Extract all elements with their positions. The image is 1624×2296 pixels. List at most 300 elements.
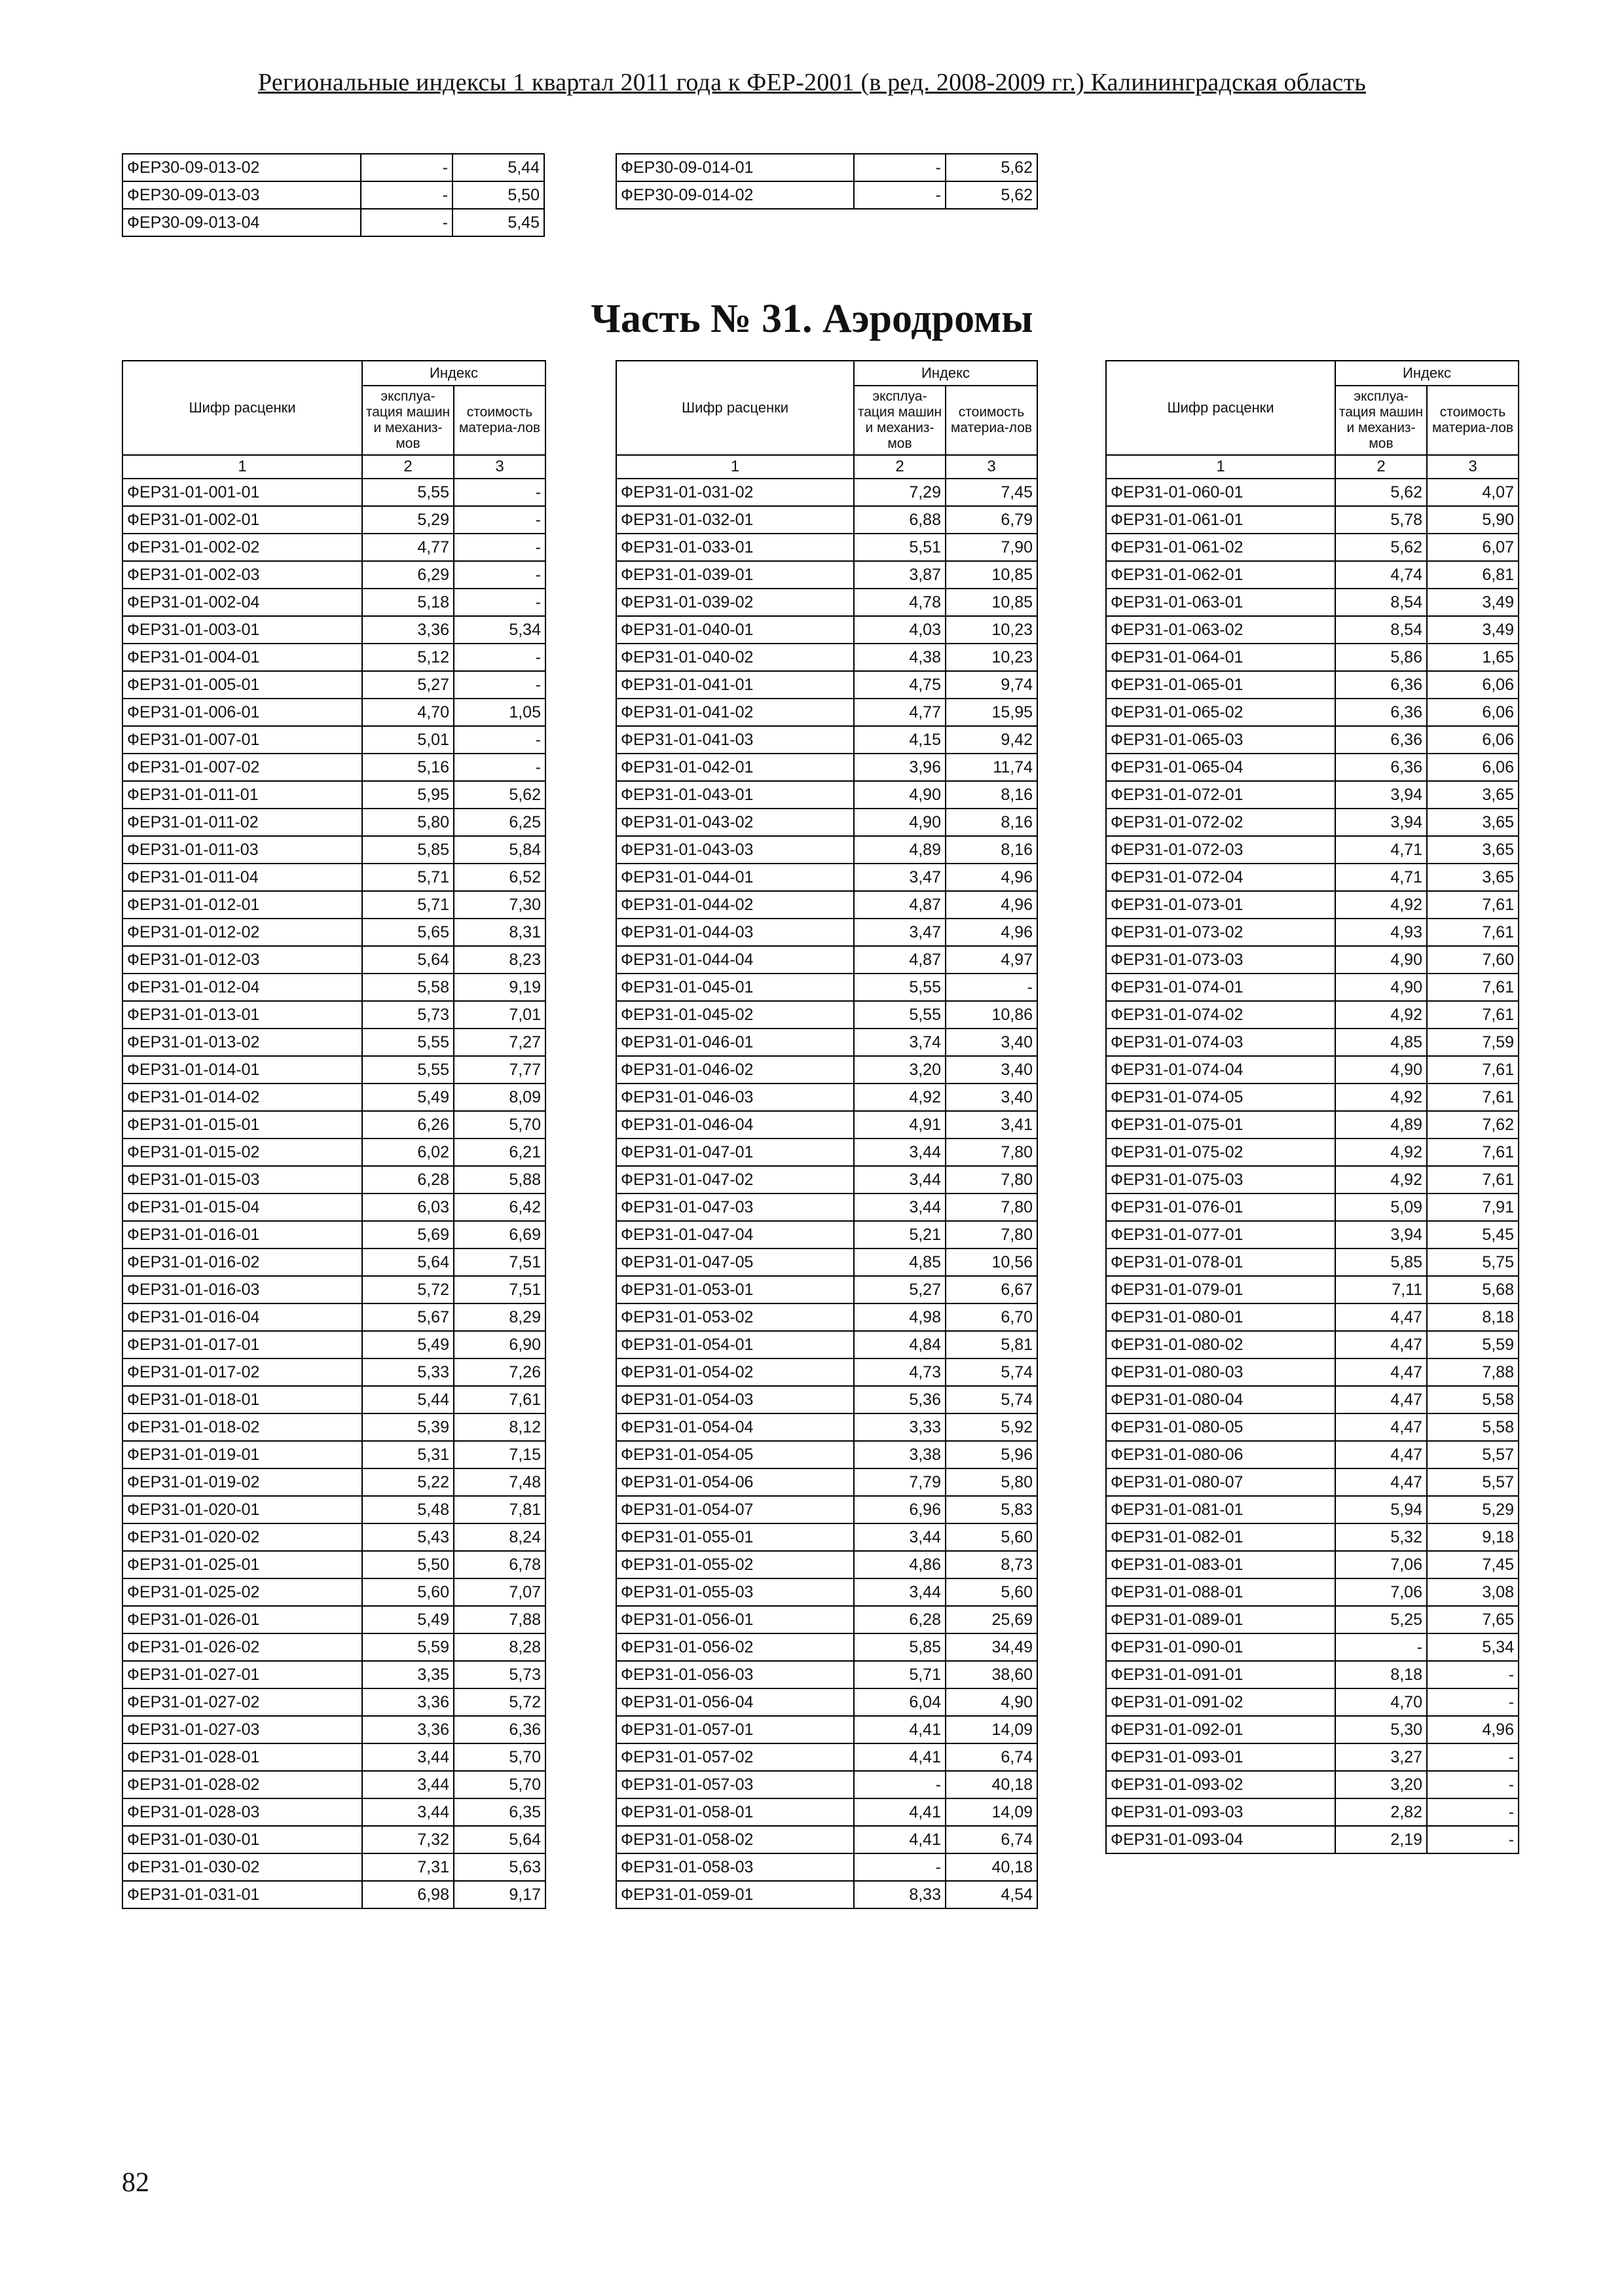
table-row [616,1441,1037,1468]
table-row [616,1084,1037,1111]
material-index-cell: 5,83 [946,1496,1037,1523]
table-row [1106,589,1519,616]
material-index-cell: - [454,561,545,589]
material-index-cell: 7,61 [1427,1084,1519,1111]
table-row [122,506,545,534]
machine-index-cell: 5,55 [854,974,946,1001]
column-number: 3 [1427,455,1519,479]
material-index-cell: - [454,671,545,699]
material-index-cell: 5,70 [454,1111,545,1139]
machine-index-cell: 5,73 [362,1001,454,1029]
rate-code-cell: ФЕР31-01-044-02 [616,891,854,919]
rate-code-cell: ФЕР31-01-015-01 [122,1111,362,1139]
machine-index-cell: 4,15 [854,726,946,754]
machine-index-cell: 5,25 [1335,1606,1427,1633]
rate-code-cell: ФЕР31-01-074-05 [1106,1084,1335,1111]
cipher-header: Шифр расценки [122,361,362,455]
machine-index-cell: 5,01 [362,726,454,754]
rate-code-cell: ФЕР31-01-064-01 [1106,644,1335,671]
material-index-cell: 7,51 [454,1248,545,1276]
machine-index-cell: 4,84 [854,1331,946,1358]
materials-cost-header: стоимость материа-лов [946,386,1037,455]
table-row [1106,616,1519,644]
machine-index-cell: 3,20 [1335,1771,1427,1798]
machine-index-cell: 7,06 [1335,1578,1427,1606]
material-index-cell: - [1427,1688,1519,1716]
table-row [122,1771,545,1798]
rate-code-cell: ФЕР31-01-058-01 [616,1798,854,1826]
table-row [616,1578,1037,1606]
material-index-cell: 5,29 [1427,1496,1519,1523]
rate-code-cell: ФЕР31-01-043-02 [616,809,854,836]
machine-index-cell: 5,94 [1335,1496,1427,1523]
table-row [1106,1551,1519,1578]
rate-code-cell: ФЕР31-01-063-01 [1106,589,1335,616]
machine-index-cell: 5,21 [854,1221,946,1248]
rate-code-cell: ФЕР31-01-044-01 [616,864,854,891]
material-index-cell: 7,80 [946,1194,1037,1221]
table-row [122,1194,545,1221]
machine-index-cell: 5,43 [362,1523,454,1551]
machine-index-cell: 4,71 [1335,864,1427,891]
rate-code-cell: ФЕР31-01-016-02 [122,1248,362,1276]
index-table-3 [1105,360,1519,1854]
machine-index-cell: 3,74 [854,1029,946,1056]
material-index-cell: 7,88 [454,1606,545,1633]
table-row [1106,919,1519,946]
rate-code-cell: ФЕР31-01-017-01 [122,1331,362,1358]
table-row [616,644,1037,671]
table-row [122,1551,545,1578]
material-index-cell: 1,05 [454,699,545,726]
material-index-cell: 7,51 [454,1276,545,1303]
rate-code-cell: ФЕР31-01-047-05 [616,1248,854,1276]
machine-index-cell: 6,36 [1335,754,1427,781]
rate-code-cell: ФЕР31-01-065-02 [1106,699,1335,726]
table-row [122,1441,545,1468]
material-index-cell: 4,96 [946,919,1037,946]
table-row [616,506,1037,534]
material-index-cell: 6,90 [454,1331,545,1358]
table-row [1106,726,1519,754]
machine-index-cell: 4,41 [854,1743,946,1771]
machine-index-cell: 7,79 [854,1468,946,1496]
top-right-table [616,153,1038,210]
table-row [1106,1661,1519,1688]
table-row [122,1578,545,1606]
material-index-cell: 6,74 [946,1826,1037,1853]
rate-code-cell: ФЕР31-01-002-02 [122,534,362,561]
material-index-cell: 3,08 [1427,1578,1519,1606]
machine-index-cell: 5,49 [362,1331,454,1358]
table-row [616,919,1037,946]
machine-index-cell: 4,87 [854,891,946,919]
table-row [1106,671,1519,699]
machine-index-cell: 5,64 [362,946,454,974]
table-row [122,946,545,974]
table-row [1106,1688,1519,1716]
material-index-cell: 5,58 [1427,1386,1519,1413]
rate-code-cell: ФЕР31-01-072-03 [1106,836,1335,864]
table-row [1106,1633,1519,1661]
table-row [1106,1743,1519,1771]
material-index-cell: 5,57 [1427,1468,1519,1496]
table-row [1106,1826,1519,1853]
table-row [616,1056,1037,1084]
machine-index-cell: 4,73 [854,1358,946,1386]
material-index-cell: 7,65 [1427,1606,1519,1633]
table-row [1106,1166,1519,1194]
machine-index-cell: 5,69 [362,1221,454,1248]
material-index-cell: 5,81 [946,1331,1037,1358]
material-index-cell: 5,64 [454,1826,545,1853]
rate-code-cell: ФЕР31-01-061-01 [1106,506,1335,534]
machine-index-cell: 5,71 [362,891,454,919]
rate-code-cell: ФЕР31-01-053-02 [616,1303,854,1331]
machine-operation-header: эксплуа-тация машин и механиз-мов [854,386,946,455]
table-row [616,726,1037,754]
table-row [616,1743,1037,1771]
machine-index-cell: 4,41 [854,1716,946,1743]
rate-code-cell: ФЕР31-01-093-02 [1106,1771,1335,1798]
material-index-cell: - [1427,1743,1519,1771]
table-row [616,699,1037,726]
rate-code-cell: ФЕР31-01-007-02 [122,754,362,781]
rate-code-cell: ФЕР31-01-002-04 [122,589,362,616]
machine-index-cell: 4,38 [854,644,946,671]
column-number-row [616,455,1037,479]
table-row [1106,1386,1519,1413]
table-row [616,616,1037,644]
material-index-cell: 8,09 [454,1084,545,1111]
rate-code-cell: ФЕР31-01-044-03 [616,919,854,946]
rate-code-cell: ФЕР30-09-013-02 [122,154,361,181]
rate-code-cell: ФЕР31-01-007-01 [122,726,362,754]
material-index-cell: 5,62 [946,181,1037,209]
column-number: 2 [1335,455,1427,479]
material-index-cell: - [946,974,1037,1001]
material-index-cell: 3,40 [946,1056,1037,1084]
rate-code-cell: ФЕР31-01-006-01 [122,699,362,726]
table-row [1106,864,1519,891]
rate-code-cell: ФЕР31-01-011-02 [122,809,362,836]
machine-index-cell: 3,96 [854,754,946,781]
material-index-cell: - [454,506,545,534]
material-index-cell: 9,42 [946,726,1037,754]
rate-code-cell: ФЕР31-01-011-01 [122,781,362,809]
material-index-cell: 5,60 [946,1578,1037,1606]
machine-index-cell: 3,20 [854,1056,946,1084]
column-number: 1 [122,455,362,479]
rate-code-cell: ФЕР31-01-058-03 [616,1853,854,1881]
rate-code-cell: ФЕР31-01-065-01 [1106,671,1335,699]
rate-code-cell: ФЕР31-01-054-05 [616,1441,854,1468]
top-left-table [122,153,545,237]
machine-index-cell: 7,11 [1335,1276,1427,1303]
machine-index-cell: 4,92 [1335,1084,1427,1111]
table-row [616,1881,1037,1908]
rate-code-cell: ФЕР31-01-080-07 [1106,1468,1335,1496]
material-index-cell: 8,18 [1427,1303,1519,1331]
table-row [616,1853,1037,1881]
material-index-cell: 5,80 [946,1468,1037,1496]
rate-code-cell: ФЕР31-01-033-01 [616,534,854,561]
rate-code-cell: ФЕР30-09-014-02 [616,181,854,209]
rate-code-cell: ФЕР31-01-077-01 [1106,1221,1335,1248]
material-index-cell: 6,06 [1427,699,1519,726]
material-index-cell: 3,40 [946,1029,1037,1056]
material-index-cell: 5,57 [1427,1441,1519,1468]
table-row [122,1056,545,1084]
material-index-cell: 7,77 [454,1056,545,1084]
material-index-cell: 6,36 [454,1716,545,1743]
rate-code-cell: ФЕР31-01-005-01 [122,671,362,699]
rate-code-cell: ФЕР31-01-041-02 [616,699,854,726]
rate-code-cell: ФЕР31-01-090-01 [1106,1633,1335,1661]
table-row [1106,561,1519,589]
material-index-cell: 8,16 [946,781,1037,809]
table-row [122,1798,545,1826]
material-index-cell: 5,88 [454,1166,545,1194]
machine-index-cell: 5,64 [362,1248,454,1276]
rate-code-cell: ФЕР31-01-057-02 [616,1743,854,1771]
machine-index-cell: 6,03 [362,1194,454,1221]
material-index-cell: 8,16 [946,809,1037,836]
table-row [1106,891,1519,919]
rate-code-cell: ФЕР31-01-043-01 [616,781,854,809]
rate-code-cell: ФЕР31-01-013-02 [122,1029,362,1056]
material-index-cell: 7,26 [454,1358,545,1386]
rate-code-cell: ФЕР31-01-026-02 [122,1633,362,1661]
table-row [122,726,545,754]
table-row [122,1358,545,1386]
machine-index-cell: 3,44 [854,1139,946,1166]
machine-index-cell: 4,78 [854,589,946,616]
machine-index-cell: 3,35 [362,1661,454,1688]
material-index-cell: 5,59 [1427,1331,1519,1358]
rate-code-cell: ФЕР31-01-054-02 [616,1358,854,1386]
table-row [1106,1331,1519,1358]
machine-index-cell: 6,02 [362,1139,454,1166]
machine-index-cell: 4,41 [854,1826,946,1853]
rate-code-cell: ФЕР31-01-041-01 [616,671,854,699]
rate-code-cell: ФЕР31-01-059-01 [616,1881,854,1908]
material-index-cell: 7,59 [1427,1029,1519,1056]
material-index-cell: 5,96 [946,1441,1037,1468]
table-row [122,836,545,864]
material-index-cell: 5,73 [454,1661,545,1688]
material-index-cell: 10,23 [946,616,1037,644]
machine-index-cell: 4,89 [1335,1111,1427,1139]
rate-code-cell: ФЕР31-01-043-03 [616,836,854,864]
machine-index-cell: 3,44 [854,1523,946,1551]
material-index-cell: 5,90 [1427,506,1519,534]
machine-index-cell: 8,54 [1335,616,1427,644]
rate-code-cell: ФЕР31-01-073-01 [1106,891,1335,919]
rate-code-cell: ФЕР31-01-014-02 [122,1084,362,1111]
rate-code-cell: ФЕР31-01-054-03 [616,1386,854,1413]
machine-index-cell: - [1335,1633,1427,1661]
material-index-cell: 6,35 [454,1798,545,1826]
table-row [616,1194,1037,1221]
table-row [1106,1029,1519,1056]
machine-index-cell: 5,36 [854,1386,946,1413]
material-index-cell: 5,62 [454,781,545,809]
material-index-cell: 6,21 [454,1139,545,1166]
machine-index-cell: 6,96 [854,1496,946,1523]
rate-code-cell: ФЕР31-01-025-01 [122,1551,362,1578]
table-row [122,1743,545,1771]
machine-index-cell: 8,18 [1335,1661,1427,1688]
rate-code-cell: ФЕР31-01-046-04 [616,1111,854,1139]
material-index-cell: 6,52 [454,864,545,891]
machine-index-cell: 3,87 [854,561,946,589]
material-index-cell: 5,70 [454,1771,545,1798]
rate-code-cell: ФЕР31-01-025-02 [122,1578,362,1606]
rate-code-cell: ФЕР31-01-030-01 [122,1826,362,1853]
rate-code-cell: ФЕР31-01-031-02 [616,479,854,506]
material-index-cell: 6,42 [454,1194,545,1221]
material-index-cell: 4,97 [946,946,1037,974]
material-index-cell: 9,18 [1427,1523,1519,1551]
table-row [1106,781,1519,809]
machine-index-cell: 4,90 [1335,1056,1427,1084]
rate-code-cell: ФЕР31-01-015-02 [122,1139,362,1166]
rate-code-cell: ФЕР31-01-055-01 [616,1523,854,1551]
table-row [122,1276,545,1303]
rate-code-cell: ФЕР31-01-074-04 [1106,1056,1335,1084]
table-row [122,1633,545,1661]
machine-index-cell: 4,92 [1335,891,1427,919]
material-index-cell: 8,28 [454,1633,545,1661]
material-index-cell: 8,12 [454,1413,545,1441]
machine-index-cell: 5,95 [362,781,454,809]
material-index-cell: - [1427,1826,1519,1853]
material-index-cell: 11,74 [946,754,1037,781]
material-index-cell: 6,81 [1427,561,1519,589]
table-row [616,974,1037,1001]
column-number: 1 [616,455,854,479]
material-index-cell: 3,49 [1427,589,1519,616]
material-index-cell: 7,61 [1427,1166,1519,1194]
table-row [616,864,1037,891]
rate-code-cell: ФЕР31-01-054-01 [616,1331,854,1358]
table-row [1106,836,1519,864]
machine-index-cell: 4,90 [1335,974,1427,1001]
column-number: 3 [946,455,1037,479]
machine-index-cell: 5,67 [362,1303,454,1331]
table-row [616,1303,1037,1331]
rate-code-cell: ФЕР31-01-016-01 [122,1221,362,1248]
table-row [616,1661,1037,1688]
table-row [616,1523,1037,1551]
machine-index-cell: 2,82 [1335,1798,1427,1826]
material-index-cell: 7,07 [454,1578,545,1606]
rate-code-cell: ФЕР31-01-057-01 [616,1716,854,1743]
machine-index-cell: 5,72 [362,1276,454,1303]
material-index-cell: 7,45 [1427,1551,1519,1578]
table-row [1106,1413,1519,1441]
rate-code-cell: ФЕР31-01-026-01 [122,1606,362,1633]
machine-index-cell: 3,94 [1335,809,1427,836]
rate-code-cell: ФЕР31-01-072-02 [1106,809,1335,836]
rate-code-cell: ФЕР31-01-041-03 [616,726,854,754]
table-row [1106,1056,1519,1084]
table-row [1106,479,1519,506]
column-number: 2 [854,455,946,479]
machine-index-cell: 5,32 [1335,1523,1427,1551]
rate-code-cell: ФЕР31-01-082-01 [1106,1523,1335,1551]
rate-code-cell: ФЕР31-01-080-02 [1106,1331,1335,1358]
rate-code-cell: ФЕР31-01-002-03 [122,561,362,589]
rate-code-cell: ФЕР31-01-047-03 [616,1194,854,1221]
rate-code-cell: ФЕР31-01-015-04 [122,1194,362,1221]
rate-code-cell: ФЕР31-01-065-04 [1106,754,1335,781]
table-row [616,1716,1037,1743]
materials-cost-header: стоимость материа-лов [454,386,545,455]
machine-index-cell: 5,86 [1335,644,1427,671]
machine-index-cell: 4,85 [854,1248,946,1276]
rate-code-cell: ФЕР31-01-045-02 [616,1001,854,1029]
material-index-cell: 6,78 [454,1551,545,1578]
machine-index-cell: 5,58 [362,974,454,1001]
table-row [1106,754,1519,781]
material-index-cell: 40,18 [946,1853,1037,1881]
machine-index-cell: 3,94 [1335,781,1427,809]
machine-index-cell: 4,47 [1335,1468,1427,1496]
material-index-cell: 8,24 [454,1523,545,1551]
material-index-cell: 5,60 [946,1523,1037,1551]
table-row [122,754,545,781]
machine-index-cell: 4,92 [1335,1166,1427,1194]
material-index-cell: 25,69 [946,1606,1037,1633]
table-row [122,534,545,561]
rate-code-cell: ФЕР31-01-046-03 [616,1084,854,1111]
rate-code-cell: ФЕР30-09-013-03 [122,181,361,209]
rate-code-cell: ФЕР31-01-042-01 [616,754,854,781]
material-index-cell: 3,65 [1427,781,1519,809]
material-index-cell: 4,96 [946,891,1037,919]
machine-index-cell: 4,47 [1335,1331,1427,1358]
machine-index-cell: 3,44 [362,1771,454,1798]
machine-index-cell: 3,36 [362,1688,454,1716]
table-row [122,1688,545,1716]
table-row [616,1221,1037,1248]
material-index-cell: 8,23 [454,946,545,974]
machine-index-cell: 4,47 [1335,1386,1427,1413]
material-index-cell: 6,74 [946,1743,1037,1771]
material-index-cell: 9,74 [946,671,1037,699]
machine-index-cell: 5,85 [854,1633,946,1661]
machine-index-cell: 3,44 [854,1194,946,1221]
rate-code-cell: ФЕР31-01-004-01 [122,644,362,671]
rate-code-cell: ФЕР31-01-046-01 [616,1029,854,1056]
table-row [1106,1496,1519,1523]
rate-code-cell: ФЕР31-01-032-01 [616,506,854,534]
rate-code-cell: ФЕР31-01-080-03 [1106,1358,1335,1386]
table-row [616,781,1037,809]
rate-code-cell: ФЕР31-01-054-07 [616,1496,854,1523]
material-index-cell: 7,91 [1427,1194,1519,1221]
table-row [616,836,1037,864]
machine-index-cell: 5,27 [362,671,454,699]
table-row [122,1029,545,1056]
table-row [122,1331,545,1358]
rate-code-cell: ФЕР31-01-001-01 [122,479,362,506]
material-index-cell: 5,45 [1427,1221,1519,1248]
rate-code-cell: ФЕР31-01-030-02 [122,1853,362,1881]
rate-code-cell: ФЕР31-01-019-01 [122,1441,362,1468]
